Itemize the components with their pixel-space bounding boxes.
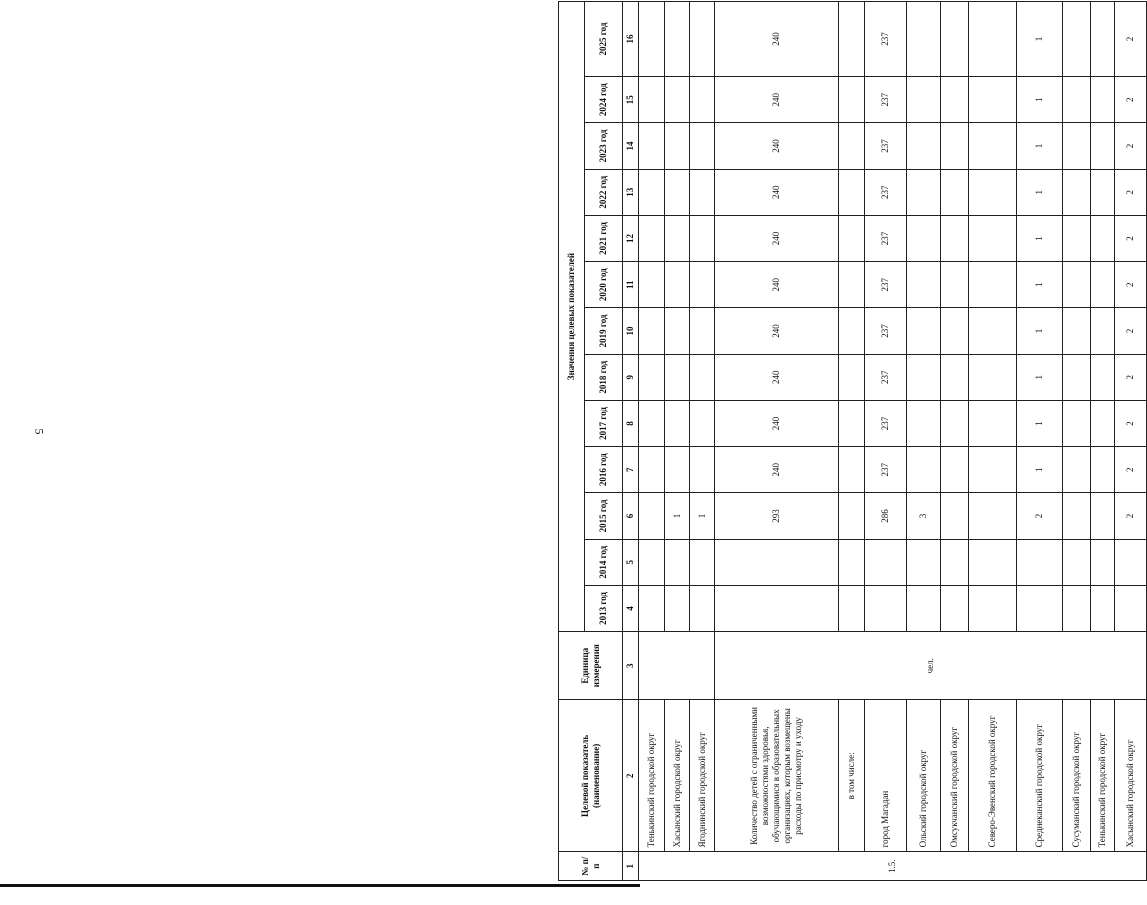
subtitle: в том числе: bbox=[839, 700, 865, 852]
value-cell: 2 bbox=[1115, 447, 1147, 493]
header-year: 2023 год bbox=[585, 123, 623, 169]
column-number: 7 bbox=[623, 447, 639, 493]
value-cell bbox=[1091, 262, 1115, 308]
value-cell bbox=[665, 2, 690, 77]
value-cell bbox=[865, 539, 907, 585]
value-cell bbox=[639, 493, 665, 539]
value-cell-empty bbox=[839, 539, 865, 585]
value-cell bbox=[941, 447, 969, 493]
value-cell bbox=[665, 354, 690, 400]
value-cell: 240 bbox=[715, 262, 839, 308]
value-cell bbox=[665, 308, 690, 354]
value-cell bbox=[690, 2, 715, 77]
indicator-name: Северо-Эвенский городской округ bbox=[969, 700, 1017, 852]
value-cell: 1 bbox=[1017, 400, 1063, 446]
value-cell bbox=[639, 262, 665, 308]
value-cell: 240 bbox=[715, 354, 839, 400]
value-cell bbox=[1063, 354, 1091, 400]
value-cell: 1 bbox=[1017, 77, 1063, 123]
value-cell: 293 bbox=[715, 493, 839, 539]
indicator-name: Тенькинский городской округ bbox=[639, 700, 665, 852]
header-values-group: Значения целевых показателей bbox=[559, 2, 585, 632]
value-cell bbox=[1091, 308, 1115, 354]
value-cell bbox=[907, 400, 941, 446]
value-cell bbox=[941, 400, 969, 446]
header-year: 2013 год bbox=[585, 585, 623, 631]
value-cell bbox=[1063, 308, 1091, 354]
value-cell bbox=[690, 308, 715, 354]
value-cell bbox=[969, 354, 1017, 400]
indicator-name: Ольский городской округ bbox=[907, 700, 941, 852]
indicator-name: город Магадан bbox=[865, 700, 907, 852]
header-year: 2025 год bbox=[585, 2, 623, 77]
value-cell bbox=[639, 2, 665, 77]
value-cell bbox=[969, 123, 1017, 169]
value-cell bbox=[969, 77, 1017, 123]
value-cell bbox=[690, 539, 715, 585]
indicator-name: Хасынский городской округ bbox=[665, 700, 690, 852]
value-cell: 237 bbox=[865, 77, 907, 123]
value-cell bbox=[639, 123, 665, 169]
value-cell bbox=[907, 123, 941, 169]
bottom-rule bbox=[0, 884, 640, 887]
value-cell bbox=[1091, 123, 1115, 169]
value-cell bbox=[665, 123, 690, 169]
value-cell bbox=[1115, 539, 1147, 585]
value-cell: 2 bbox=[1115, 400, 1147, 446]
value-cell bbox=[907, 215, 941, 261]
value-cell bbox=[690, 123, 715, 169]
header-year: 2020 год bbox=[585, 262, 623, 308]
target-indicators-table bbox=[558, 1, 1147, 881]
column-number: 15 bbox=[623, 77, 639, 123]
value-cell bbox=[1091, 77, 1115, 123]
indicator-name: Хасынский городской округ bbox=[1115, 700, 1147, 852]
value-cell: 2 bbox=[1115, 2, 1147, 77]
value-cell bbox=[941, 354, 969, 400]
column-number: 12 bbox=[623, 215, 639, 261]
value-cell-empty bbox=[839, 215, 865, 261]
value-cell bbox=[1063, 169, 1091, 215]
value-cell bbox=[941, 169, 969, 215]
value-cell: 240 bbox=[715, 169, 839, 215]
value-cell bbox=[639, 215, 665, 261]
value-cell bbox=[907, 2, 941, 77]
value-cell bbox=[690, 169, 715, 215]
value-cell bbox=[1091, 400, 1115, 446]
column-number: 13 bbox=[623, 169, 639, 215]
value-cell-empty bbox=[839, 585, 865, 631]
value-cell: 2 bbox=[1115, 123, 1147, 169]
table-row bbox=[1063, 2, 1091, 881]
header-year: 2014 год bbox=[585, 539, 623, 585]
value-cell bbox=[941, 308, 969, 354]
value-cell-empty bbox=[839, 400, 865, 446]
row-number: 1.5. bbox=[639, 852, 1147, 881]
value-cell bbox=[665, 400, 690, 446]
column-number: 11 bbox=[623, 262, 639, 308]
value-cell: 3 bbox=[907, 493, 941, 539]
value-cell: 2 bbox=[1115, 308, 1147, 354]
value-cell bbox=[907, 585, 941, 631]
value-cell bbox=[969, 262, 1017, 308]
value-cell bbox=[865, 585, 907, 631]
table-row bbox=[1091, 2, 1115, 881]
value-cell bbox=[665, 169, 690, 215]
table-row bbox=[1115, 2, 1147, 881]
value-cell bbox=[941, 123, 969, 169]
value-cell: 2 bbox=[1115, 215, 1147, 261]
value-cell bbox=[1063, 2, 1091, 77]
header-num: № п/п bbox=[559, 852, 623, 881]
value-cell bbox=[941, 2, 969, 77]
column-number: 6 bbox=[623, 493, 639, 539]
value-cell-empty bbox=[839, 308, 865, 354]
value-cell: 2 bbox=[1115, 493, 1147, 539]
value-cell bbox=[969, 447, 1017, 493]
value-cell bbox=[639, 354, 665, 400]
value-cell bbox=[1091, 2, 1115, 77]
value-cell bbox=[1115, 585, 1147, 631]
value-cell bbox=[665, 447, 690, 493]
value-cell: 237 bbox=[865, 2, 907, 77]
value-cell bbox=[907, 447, 941, 493]
value-cell bbox=[1063, 493, 1091, 539]
value-cell bbox=[639, 585, 665, 631]
value-cell: 240 bbox=[715, 400, 839, 446]
column-number: 5 bbox=[623, 539, 639, 585]
value-cell: 240 bbox=[715, 308, 839, 354]
value-cell bbox=[1091, 539, 1115, 585]
table-row-subtitle bbox=[839, 2, 865, 881]
table-row bbox=[1017, 2, 1063, 881]
indicator-name: Среднеканский городской округ bbox=[1017, 700, 1063, 852]
value-cell bbox=[941, 493, 969, 539]
value-cell: 1 bbox=[1017, 169, 1063, 215]
value-cell bbox=[907, 539, 941, 585]
value-cell-empty bbox=[839, 493, 865, 539]
column-number: 10 bbox=[623, 308, 639, 354]
column-number: 3 bbox=[623, 632, 639, 700]
value-cell: 1 bbox=[1017, 447, 1063, 493]
header-year: 2015 год bbox=[585, 493, 623, 539]
value-cell-empty bbox=[839, 123, 865, 169]
value-cell-empty bbox=[839, 2, 865, 77]
value-cell bbox=[665, 77, 690, 123]
value-cell: 237 bbox=[865, 215, 907, 261]
value-cell: 240 bbox=[715, 77, 839, 123]
value-cell: 2 bbox=[1017, 493, 1063, 539]
value-cell: 240 bbox=[715, 447, 839, 493]
header-year: 2021 год bbox=[585, 215, 623, 261]
value-cell: 237 bbox=[865, 400, 907, 446]
header-year: 2019 год bbox=[585, 308, 623, 354]
value-cell bbox=[665, 215, 690, 261]
value-cell bbox=[715, 539, 839, 585]
value-cell: 2 bbox=[1115, 169, 1147, 215]
header-year: 2022 год bbox=[585, 169, 623, 215]
value-cell bbox=[941, 215, 969, 261]
value-cell bbox=[690, 354, 715, 400]
value-cell bbox=[1063, 585, 1091, 631]
value-cell bbox=[665, 585, 690, 631]
value-cell: 240 bbox=[715, 2, 839, 77]
table-row bbox=[907, 2, 941, 881]
value-cell bbox=[969, 215, 1017, 261]
value-cell bbox=[690, 262, 715, 308]
column-number: 8 bbox=[623, 400, 639, 446]
value-cell: 2 bbox=[1115, 77, 1147, 123]
value-cell bbox=[690, 77, 715, 123]
value-cell bbox=[907, 169, 941, 215]
value-cell bbox=[941, 262, 969, 308]
value-cell bbox=[639, 447, 665, 493]
value-cell bbox=[941, 585, 969, 631]
header-year: 2016 год bbox=[585, 447, 623, 493]
value-cell bbox=[665, 262, 690, 308]
column-number: 4 bbox=[623, 585, 639, 631]
value-cell bbox=[639, 77, 665, 123]
value-cell bbox=[1017, 539, 1063, 585]
value-cell bbox=[690, 400, 715, 446]
value-cell: 240 bbox=[715, 215, 839, 261]
value-cell: 1 bbox=[1017, 262, 1063, 308]
value-cell: 1 bbox=[1017, 2, 1063, 77]
value-cell bbox=[1091, 447, 1115, 493]
rotated-table-wrapper bbox=[558, 1, 1135, 881]
indicator-name: Ягоднинский городской округ bbox=[690, 700, 715, 852]
value-cell bbox=[941, 539, 969, 585]
value-cell-empty bbox=[839, 77, 865, 123]
header-year: 2024 год bbox=[585, 77, 623, 123]
header-unit: Единица измерения bbox=[559, 632, 623, 700]
value-cell bbox=[1063, 77, 1091, 123]
value-cell bbox=[1091, 585, 1115, 631]
value-cell bbox=[639, 308, 665, 354]
table-row bbox=[969, 2, 1017, 881]
table-row bbox=[941, 2, 969, 881]
value-cell bbox=[969, 400, 1017, 446]
value-cell: 237 bbox=[865, 308, 907, 354]
value-cell bbox=[1063, 262, 1091, 308]
unit-cell: чел. bbox=[715, 632, 1147, 700]
value-cell-empty bbox=[839, 169, 865, 215]
value-cell: 1 bbox=[1017, 123, 1063, 169]
value-cell: 237 bbox=[865, 447, 907, 493]
value-cell bbox=[1063, 447, 1091, 493]
value-cell bbox=[1017, 585, 1063, 631]
table-row-main bbox=[715, 2, 839, 881]
value-cell bbox=[969, 493, 1017, 539]
value-cell bbox=[1091, 493, 1115, 539]
value-cell bbox=[907, 77, 941, 123]
value-cell bbox=[715, 585, 839, 631]
value-cell: 1 bbox=[690, 493, 715, 539]
value-cell bbox=[1063, 215, 1091, 261]
page-number: 5 bbox=[32, 428, 47, 435]
value-cell bbox=[969, 539, 1017, 585]
value-cell bbox=[639, 169, 665, 215]
value-cell: 286 bbox=[865, 493, 907, 539]
value-cell: 237 bbox=[865, 354, 907, 400]
column-number: 14 bbox=[623, 123, 639, 169]
value-cell bbox=[665, 539, 690, 585]
value-cell bbox=[907, 354, 941, 400]
value-cell bbox=[1091, 215, 1115, 261]
header-indicator: Целевой показатель (наименование) bbox=[559, 700, 623, 852]
header-year: 2017 год bbox=[585, 400, 623, 446]
value-cell bbox=[969, 169, 1017, 215]
column-number: 9 bbox=[623, 354, 639, 400]
value-cell: 240 bbox=[715, 123, 839, 169]
indicator-name: Количество детей с ограниченными возможностями здоровья, обучающимися в образовательных организациях, которым возмещены расходы по присмотру и уходу bbox=[715, 700, 839, 852]
value-cell bbox=[907, 308, 941, 354]
value-cell bbox=[1063, 123, 1091, 169]
table-row bbox=[865, 2, 907, 881]
value-cell: 237 bbox=[865, 123, 907, 169]
column-number: 16 bbox=[623, 2, 639, 77]
value-cell: 2 bbox=[1115, 262, 1147, 308]
value-cell bbox=[1091, 354, 1115, 400]
value-cell bbox=[969, 308, 1017, 354]
value-cell-empty bbox=[839, 262, 865, 308]
value-cell bbox=[941, 77, 969, 123]
indicator-name: Сусуманский городской округ bbox=[1063, 700, 1091, 852]
unit-cell-empty bbox=[639, 632, 715, 700]
value-cell: 1 bbox=[1017, 215, 1063, 261]
value-cell: 1 bbox=[665, 493, 690, 539]
value-cell bbox=[907, 262, 941, 308]
value-cell: 237 bbox=[865, 262, 907, 308]
value-cell bbox=[639, 539, 665, 585]
value-cell bbox=[1063, 400, 1091, 446]
value-cell: 1 bbox=[1017, 354, 1063, 400]
value-cell: 2 bbox=[1115, 354, 1147, 400]
indicator-name: Тенькинский городской округ bbox=[1091, 700, 1115, 852]
value-cell: 237 bbox=[865, 169, 907, 215]
table-row bbox=[665, 2, 690, 881]
value-cell bbox=[690, 447, 715, 493]
value-cell bbox=[969, 585, 1017, 631]
value-cell: 1 bbox=[1017, 308, 1063, 354]
value-cell-empty bbox=[839, 447, 865, 493]
value-cell bbox=[639, 400, 665, 446]
value-cell bbox=[969, 2, 1017, 77]
value-cell bbox=[690, 585, 715, 631]
value-cell bbox=[1091, 169, 1115, 215]
column-number: 2 bbox=[623, 700, 639, 852]
column-number: 1 bbox=[623, 852, 639, 881]
value-cell-empty bbox=[839, 354, 865, 400]
header-year: 2018 год bbox=[585, 354, 623, 400]
value-cell bbox=[1063, 539, 1091, 585]
value-cell bbox=[690, 215, 715, 261]
table-row bbox=[639, 2, 665, 881]
table-row bbox=[690, 2, 715, 881]
indicator-name: Омсукчанский городской округ bbox=[941, 700, 969, 852]
